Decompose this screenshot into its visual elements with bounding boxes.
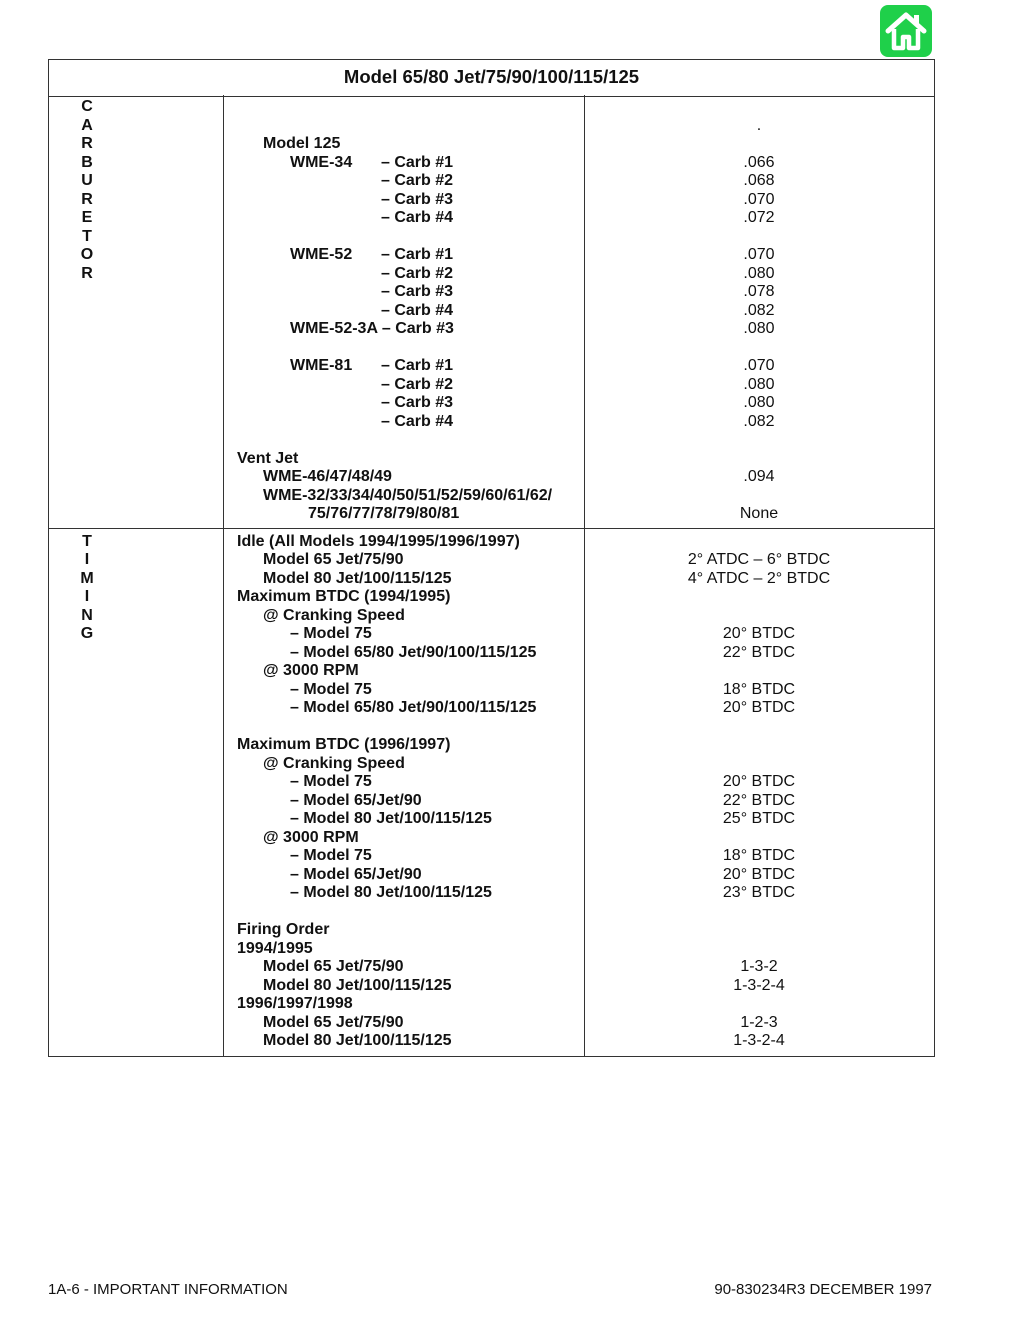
spec-value: .078: [743, 283, 775, 300]
spec-label: – Model 65/80 Jet/90/100/115/125: [290, 699, 537, 716]
spec-label: WME-52-3A – Carb #3: [290, 320, 454, 337]
spec-label: – Carb #3: [381, 394, 454, 411]
vert-letter: R: [81, 135, 93, 152]
spec-label: Maximum BTDC (1994/1995): [237, 588, 451, 605]
spec-label: WME-46/47/48/49: [263, 468, 392, 485]
spec-value: .068: [743, 172, 775, 189]
spec-label: – Model 80 Jet/100/115/125: [290, 884, 492, 901]
vert-letter: O: [80, 246, 94, 263]
vert-letter: A: [81, 117, 93, 134]
spec-value: .072: [743, 209, 775, 226]
spec-label: Model 80 Jet/100/115/125: [263, 1032, 452, 1049]
spec-value: .080: [743, 320, 775, 337]
home-icon: [880, 5, 932, 57]
spec-value: 22° BTDC: [722, 792, 796, 809]
spec-label: – Model 65/80 Jet/90/100/115/125: [290, 644, 537, 661]
spec-value: 18° BTDC: [722, 847, 796, 864]
spec-label: – Carb #2: [381, 265, 454, 282]
col-divider-2: [584, 95, 585, 1057]
spec-label: @ 3000 RPM: [263, 662, 359, 679]
spec-label: – Model 65/Jet/90: [290, 866, 422, 883]
spec-value: 20° BTDC: [722, 699, 796, 716]
spec-label: Maximum BTDC (1996/1997): [237, 736, 451, 753]
spec-value: .070: [743, 357, 775, 374]
spec-label: Model 65 Jet/75/90: [263, 1014, 404, 1031]
spec-label: – Model 75: [290, 773, 372, 790]
spec-label: @ Cranking Speed: [263, 755, 405, 772]
spec-label: 1994/1995: [237, 940, 313, 957]
spec-value: 1-3-2-4: [733, 977, 785, 994]
spec-value: 20° BTDC: [722, 625, 796, 642]
spec-value: .070: [743, 191, 775, 208]
spec-label: – Carb #4: [381, 302, 454, 319]
spec-value: 18° BTDC: [722, 681, 796, 698]
spec-label: @ Cranking Speed: [263, 607, 405, 624]
spec-label: – Carb #3: [381, 283, 454, 300]
spec-value: .070: [743, 246, 775, 263]
spec-label: – Carb #4: [381, 413, 454, 430]
spec-value: 1-2-3: [740, 1014, 778, 1031]
spec-label: – Carb #1: [381, 357, 454, 374]
section-divider: [48, 528, 935, 529]
spec-label: Idle (All Models 1994/1995/1996/1997): [237, 533, 520, 550]
vert-letter: I: [84, 588, 90, 605]
spec-label: Model 80 Jet/100/115/125: [263, 977, 452, 994]
spec-label: – Carb #2: [381, 376, 454, 393]
vert-letter: R: [81, 265, 93, 282]
spec-value: .: [756, 117, 762, 134]
spec-label: – Carb #1: [381, 246, 454, 263]
spec-label: – Model 80 Jet/100/115/125: [290, 810, 492, 827]
vert-letter: G: [80, 625, 94, 642]
spec-value: 23° BTDC: [722, 884, 796, 901]
spec-label: WME-52: [290, 246, 353, 263]
spec-label: – Carb #3: [381, 191, 454, 208]
spec-label: – Model 75: [290, 625, 372, 642]
vert-letter: C: [81, 98, 93, 115]
spec-label: @ 3000 RPM: [263, 829, 359, 846]
spec-value: .080: [743, 394, 775, 411]
spec-value: 4° ATDC – 2° BTDC: [687, 570, 831, 587]
vert-letter: T: [82, 228, 92, 245]
vert-letter: U: [81, 172, 93, 189]
table-title: Model 65/80 Jet/75/90/100/115/125: [49, 60, 934, 97]
spec-label: Vent Jet: [237, 450, 299, 467]
spec-label: WME-81: [290, 357, 353, 374]
spec-label: – Carb #1: [381, 154, 454, 171]
spec-value: 20° BTDC: [722, 866, 796, 883]
spec-value: .066: [743, 154, 775, 171]
home-button[interactable]: [880, 5, 932, 57]
spec-label: – Model 65/Jet/90: [290, 792, 422, 809]
spec-value: 2° ATDC – 6° BTDC: [687, 551, 831, 568]
spec-label: 75/76/77/78/79/80/81: [308, 505, 460, 522]
spec-value: 1-3-2: [740, 958, 778, 975]
vert-letter: B: [81, 154, 93, 171]
vert-letter: M: [80, 570, 94, 587]
spec-label: Model 125: [263, 135, 341, 152]
footer-section-label: 1A-6 - IMPORTANT INFORMATION: [48, 1281, 288, 1298]
spec-value: 20° BTDC: [722, 773, 796, 790]
spec-value: .080: [743, 265, 775, 282]
spec-label: Model 65 Jet/75/90: [263, 551, 404, 568]
vert-letter: I: [84, 551, 90, 568]
spec-value: 1-3-2-4: [733, 1032, 785, 1049]
spec-value: .080: [743, 376, 775, 393]
spec-value: .082: [743, 302, 775, 319]
spec-value: 22° BTDC: [722, 644, 796, 661]
vert-letter: E: [81, 209, 93, 226]
spec-label: 1996/1997/1998: [237, 995, 353, 1012]
spec-value: .082: [743, 413, 775, 430]
spec-value: None: [739, 505, 779, 522]
spec-label: WME-32/33/34/40/50/51/52/59/60/61/62/: [263, 487, 553, 504]
vert-letter: N: [81, 607, 93, 624]
col-divider-1: [223, 95, 224, 1057]
spec-label: Model 65 Jet/75/90: [263, 958, 404, 975]
footer-doc-info: 90-830234R3 DECEMBER 1997: [714, 1281, 932, 1298]
spec-label: WME-34: [290, 154, 353, 171]
vert-letter: T: [82, 533, 92, 550]
spec-label: – Carb #4: [381, 209, 454, 226]
spec-value: 25° BTDC: [722, 810, 796, 827]
spec-label: Firing Order: [237, 921, 330, 938]
spec-value: .094: [743, 468, 775, 485]
vert-letter: R: [81, 191, 93, 208]
spec-label: Model 80 Jet/100/115/125: [263, 570, 452, 587]
spec-label: – Model 75: [290, 847, 372, 864]
spec-label: – Model 75: [290, 681, 372, 698]
spec-label: – Carb #2: [381, 172, 454, 189]
